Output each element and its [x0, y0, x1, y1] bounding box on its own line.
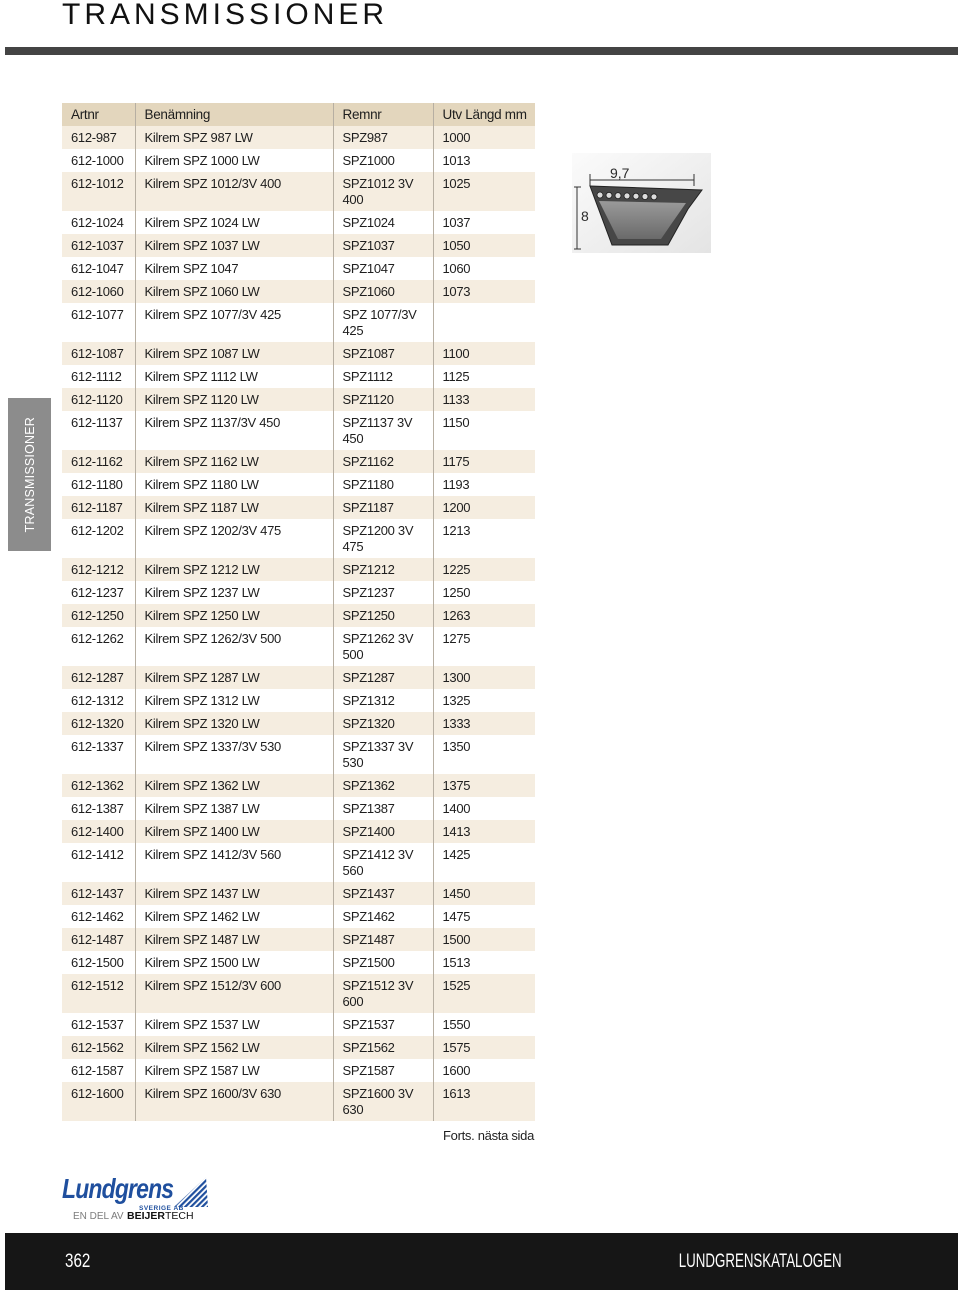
cell-utv-langd: 1375 [433, 774, 535, 797]
cell-utv-langd: 1263 [433, 604, 535, 627]
cell-remnr: SPZ1487 [333, 928, 433, 951]
cell-remnr: SPZ1012 3V 400 [333, 172, 433, 211]
cell-remnr: SPZ1120 [333, 388, 433, 411]
cell-remnr: SPZ1137 3V 450 [333, 411, 433, 450]
table-row [62, 905, 535, 928]
cell-remnr: SPZ1387 [333, 797, 433, 820]
cell-remnr: SPZ1237 [333, 581, 433, 604]
product-table-body [62, 126, 535, 1121]
cell-benamning: Kilrem SPZ 1047 [135, 257, 333, 280]
footer-bar [5, 1233, 958, 1290]
cell-artnr: 612-1387 [71, 801, 124, 816]
table-row [62, 797, 535, 820]
cell-benamning: Kilrem SPZ 1287 LW [135, 666, 333, 689]
cell-artnr: 612-1060 [62, 280, 135, 303]
cell-benamning: Kilrem SPZ 1137/3V 450 [135, 411, 333, 450]
cell-remnr: SPZ1180 [333, 473, 433, 496]
cell-utv-langd: 1060 [433, 257, 535, 280]
title-divider-bar [5, 47, 958, 55]
table-row [62, 820, 535, 843]
cell-benamning: Kilrem SPZ 1437 LW [135, 882, 333, 905]
cell-utv-langd: 1325 [433, 689, 535, 712]
cell-utv-langd: 1333 [433, 712, 535, 735]
cell-artnr: 612-1320 [62, 712, 135, 735]
table-row [62, 211, 535, 234]
cell-benamning: Kilrem SPZ 1237 LW [135, 581, 333, 604]
table-row [62, 604, 535, 627]
cell-artnr: 612-1487 [62, 928, 135, 951]
logo-brand-sub: SVERIGE AB [139, 1205, 184, 1212]
cell-remnr: SPZ1562 [333, 1036, 433, 1059]
cell-artnr: 612-1600 [62, 1082, 135, 1121]
cell-utv-langd: 1475 [433, 905, 535, 928]
cell-utv-langd: 1413 [433, 820, 535, 843]
table-row [62, 689, 535, 712]
cell-artnr: 612-1012 [62, 172, 135, 211]
catalog-name: LUNDGRENSKATALOGEN [679, 1251, 842, 1272]
cell-utv-langd: 1275 [433, 627, 535, 666]
cell-artnr: 612-1312 [71, 693, 124, 708]
cell-utv-langd: 1213 [433, 519, 535, 558]
cell-utv-langd: 1013 [433, 149, 535, 172]
section-side-tab-label: TRANSMISSIONER [22, 416, 37, 533]
table-row [62, 843, 535, 882]
cell-utv-langd: 1225 [433, 558, 535, 581]
cell-utv-langd: 1250 [433, 581, 535, 604]
cell-benamning: Kilrem SPZ 1537 LW [135, 1013, 333, 1036]
cell-remnr: SPZ1037 [333, 234, 433, 257]
cell-remnr: SPZ 1077/3V 425 [333, 303, 433, 342]
cell-benamning: Kilrem SPZ 1024 LW [135, 211, 333, 234]
cell-remnr: SPZ1537 [333, 1013, 433, 1036]
cell-utv-langd: 1025 [433, 172, 535, 211]
cell-artnr: 612-1462 [71, 909, 124, 924]
cell-artnr: 612-1087 [62, 342, 135, 365]
cell-artnr: 612-1212 [62, 558, 135, 581]
logo-brand-name: Lundgrens [62, 1173, 174, 1204]
parent-brand-bold: BEIJER [127, 1210, 165, 1222]
table-row [62, 388, 535, 411]
page-title: TRANSMISSIONER [62, 0, 389, 31]
cell-benamning: Kilrem SPZ 1587 LW [135, 1059, 333, 1082]
table-row [62, 496, 535, 519]
cell-artnr: 612-1237 [71, 585, 124, 600]
cell-artnr: 612-1047 [71, 261, 124, 276]
cell-benamning: Kilrem SPZ 1120 LW [135, 388, 333, 411]
cell-utv-langd: 1300 [433, 666, 535, 689]
cell-benamning: Kilrem SPZ 1262/3V 500 [135, 627, 333, 666]
cell-remnr: SPZ1287 [333, 666, 433, 689]
cell-benamning: Kilrem SPZ 1320 LW [135, 712, 333, 735]
table-row [62, 365, 535, 388]
table-row [62, 1013, 535, 1036]
cell-benamning: Kilrem SPZ 1387 LW [135, 797, 333, 820]
table-row [62, 774, 535, 797]
cell-remnr: SPZ1047 [333, 257, 433, 280]
cell-remnr: SPZ987 [333, 126, 433, 149]
cell-benamning: Kilrem SPZ 1487 LW [135, 928, 333, 951]
cell-artnr: 612-1437 [62, 882, 135, 905]
table-row [62, 234, 535, 257]
belt-profile-diagram [572, 153, 711, 253]
table-row [62, 126, 535, 149]
cell-remnr: SPZ1337 3V 530 [333, 735, 433, 774]
column-header-utv-langd: Utv Längd mm [433, 103, 535, 126]
cell-artnr: 612-1112 [71, 369, 122, 384]
continued-note: Forts. nästa sida [443, 1128, 534, 1143]
cell-remnr: SPZ1024 [333, 211, 433, 234]
lundgrens-logo [62, 1174, 222, 1226]
cell-utv-langd: 1037 [433, 211, 535, 234]
cell-artnr: 612-1120 [62, 388, 135, 411]
cell-artnr: 612-1362 [62, 774, 135, 797]
table-row [62, 172, 535, 211]
table-row [62, 473, 535, 496]
table-row [62, 1036, 535, 1059]
height-label: 8 [581, 208, 589, 224]
cell-artnr: 612-1500 [71, 955, 124, 970]
cell-utv-langd: 1175 [433, 450, 535, 473]
cell-remnr: SPZ1000 [333, 149, 433, 172]
cell-utv-langd: 1500 [433, 928, 535, 951]
header-row [62, 103, 535, 126]
cell-artnr: 612-1412 [71, 847, 124, 862]
column-header-benamning: Benämning [135, 103, 333, 126]
cell-benamning: Kilrem SPZ 1037 LW [135, 234, 333, 257]
table-row [62, 951, 535, 974]
table-row [62, 627, 535, 666]
cell-benamning: Kilrem SPZ 1400 LW [135, 820, 333, 843]
cell-remnr: SPZ1187 [333, 496, 433, 519]
cell-benamning: Kilrem SPZ 1012/3V 400 [135, 172, 333, 211]
cell-remnr: SPZ1320 [333, 712, 433, 735]
cell-remnr: SPZ1437 [333, 882, 433, 905]
cell-artnr: 612-1000 [71, 153, 124, 168]
cell-utv-langd: 1400 [433, 797, 535, 820]
cell-benamning: Kilrem SPZ 1180 LW [135, 473, 333, 496]
cell-artnr: 612-1037 [62, 234, 135, 257]
cell-remnr: SPZ1200 3V 475 [333, 519, 433, 558]
cell-benamning: Kilrem SPZ 1312 LW [135, 689, 333, 712]
table-row [62, 411, 535, 450]
cell-utv-langd: 1513 [433, 951, 535, 974]
cell-artnr: 612-1077 [71, 307, 124, 322]
cell-benamning: Kilrem SPZ 1162 LW [135, 450, 333, 473]
cell-benamning: Kilrem SPZ 1060 LW [135, 280, 333, 303]
cell-benamning: Kilrem SPZ 1600/3V 630 [135, 1082, 333, 1121]
cell-remnr: SPZ1500 [333, 951, 433, 974]
cell-artnr: 612-1137 [71, 415, 123, 430]
table-row [62, 450, 535, 473]
cell-utv-langd: 1133 [433, 388, 535, 411]
cell-utv-langd: 1050 [433, 234, 535, 257]
cell-benamning: Kilrem SPZ 1412/3V 560 [135, 843, 333, 882]
cell-utv-langd: 1550 [433, 1013, 535, 1036]
table-row [62, 1059, 535, 1082]
cell-utv-langd: 1100 [433, 342, 535, 365]
cell-remnr: SPZ1400 [333, 820, 433, 843]
cell-benamning: Kilrem SPZ 1362 LW [135, 774, 333, 797]
cell-benamning: Kilrem SPZ 1112 LW [135, 365, 333, 388]
cell-utv-langd: 1613 [433, 1082, 535, 1121]
table-row [62, 581, 535, 604]
cell-artnr: 612-1180 [71, 477, 123, 492]
table-row [62, 1082, 535, 1121]
cell-benamning: Kilrem SPZ 1250 LW [135, 604, 333, 627]
cell-utv-langd: 1073 [433, 280, 535, 303]
cell-utv-langd: 1575 [433, 1036, 535, 1059]
table-row [62, 558, 535, 581]
table-row [62, 974, 535, 1013]
parent-brand-light: TECH [164, 1210, 194, 1222]
cell-artnr: 612-1562 [62, 1036, 135, 1059]
logo-tagline: EN DEL AV [73, 1211, 124, 1222]
parent-brand-logo [127, 1210, 194, 1223]
cell-remnr: SPZ1250 [333, 604, 433, 627]
cell-remnr: SPZ1362 [333, 774, 433, 797]
cell-utv-langd: 1450 [433, 882, 535, 905]
cell-benamning: Kilrem SPZ 1077/3V 425 [135, 303, 333, 342]
cell-remnr: SPZ1087 [333, 342, 433, 365]
product-table-header [62, 103, 535, 126]
cell-remnr: SPZ1112 [333, 365, 433, 388]
section-side-tab [8, 398, 51, 551]
cell-utv-langd: 1425 [433, 843, 535, 882]
cell-utv-langd: 1125 [433, 365, 535, 388]
product-table [62, 103, 535, 1121]
cell-utv-langd [433, 303, 535, 342]
cell-remnr: SPZ1262 3V 500 [333, 627, 433, 666]
cell-benamning: Kilrem SPZ 1187 LW [135, 496, 333, 519]
cell-artnr: 612-1162 [62, 450, 135, 473]
cell-benamning: Kilrem SPZ 1087 LW [135, 342, 333, 365]
cell-artnr: 612-987 [62, 126, 135, 149]
cell-artnr: 612-1202 [71, 523, 124, 538]
cell-artnr: 612-1337 [71, 739, 124, 754]
cell-benamning: Kilrem SPZ 1512/3V 600 [135, 974, 333, 1013]
cell-benamning: Kilrem SPZ 1212 LW [135, 558, 333, 581]
column-header-remnr: Remnr [333, 103, 433, 126]
cell-remnr: SPZ1162 [333, 450, 433, 473]
cell-artnr: 612-1187 [62, 496, 135, 519]
cell-benamning: Kilrem SPZ 1202/3V 475 [135, 519, 333, 558]
width-label: 9,7 [610, 165, 630, 181]
table-row [62, 280, 535, 303]
page-number: 362 [65, 1251, 91, 1272]
cell-artnr: 612-1512 [62, 974, 135, 1013]
column-header-artnr: Artnr [62, 103, 135, 126]
cell-remnr: SPZ1512 3V 600 [333, 974, 433, 1013]
cell-remnr: SPZ1060 [333, 280, 433, 303]
table-row [62, 735, 535, 774]
table-row [62, 882, 535, 905]
cell-artnr: 612-1024 [71, 215, 124, 230]
cell-artnr: 612-1537 [71, 1017, 124, 1032]
cell-benamning: Kilrem SPZ 987 LW [135, 126, 333, 149]
cell-utv-langd: 1193 [433, 473, 535, 496]
cell-remnr: SPZ1462 [333, 905, 433, 928]
cell-utv-langd: 1525 [433, 974, 535, 1013]
cell-remnr: SPZ1312 [333, 689, 433, 712]
cell-utv-langd: 1200 [433, 496, 535, 519]
cell-benamning: Kilrem SPZ 1000 LW [135, 149, 333, 172]
table-row [62, 928, 535, 951]
cell-remnr: SPZ1412 3V 560 [333, 843, 433, 882]
cell-remnr: SPZ1212 [333, 558, 433, 581]
cell-utv-langd: 1350 [433, 735, 535, 774]
table-row [62, 303, 535, 342]
cell-remnr: SPZ1587 [333, 1059, 433, 1082]
cell-artnr: 612-1400 [62, 820, 135, 843]
cell-artnr: 612-1250 [62, 604, 135, 627]
table-row [62, 149, 535, 172]
table-row [62, 519, 535, 558]
cell-artnr: 612-1262 [71, 631, 124, 646]
striped-wedge-icon [174, 1177, 208, 1207]
cell-benamning: Kilrem SPZ 1462 LW [135, 905, 333, 928]
table-row [62, 257, 535, 280]
cell-benamning: Kilrem SPZ 1562 LW [135, 1036, 333, 1059]
cell-utv-langd: 1000 [433, 126, 535, 149]
table-row [62, 666, 535, 689]
cell-utv-langd: 1600 [433, 1059, 535, 1082]
cell-benamning: Kilrem SPZ 1500 LW [135, 951, 333, 974]
table-row [62, 342, 535, 365]
cell-artnr: 612-1287 [62, 666, 135, 689]
cell-benamning: Kilrem SPZ 1337/3V 530 [135, 735, 333, 774]
table-row [62, 712, 535, 735]
cell-artnr: 612-1587 [71, 1063, 124, 1078]
cell-remnr: SPZ1600 3V 630 [333, 1082, 433, 1121]
cell-utv-langd: 1150 [433, 411, 535, 450]
